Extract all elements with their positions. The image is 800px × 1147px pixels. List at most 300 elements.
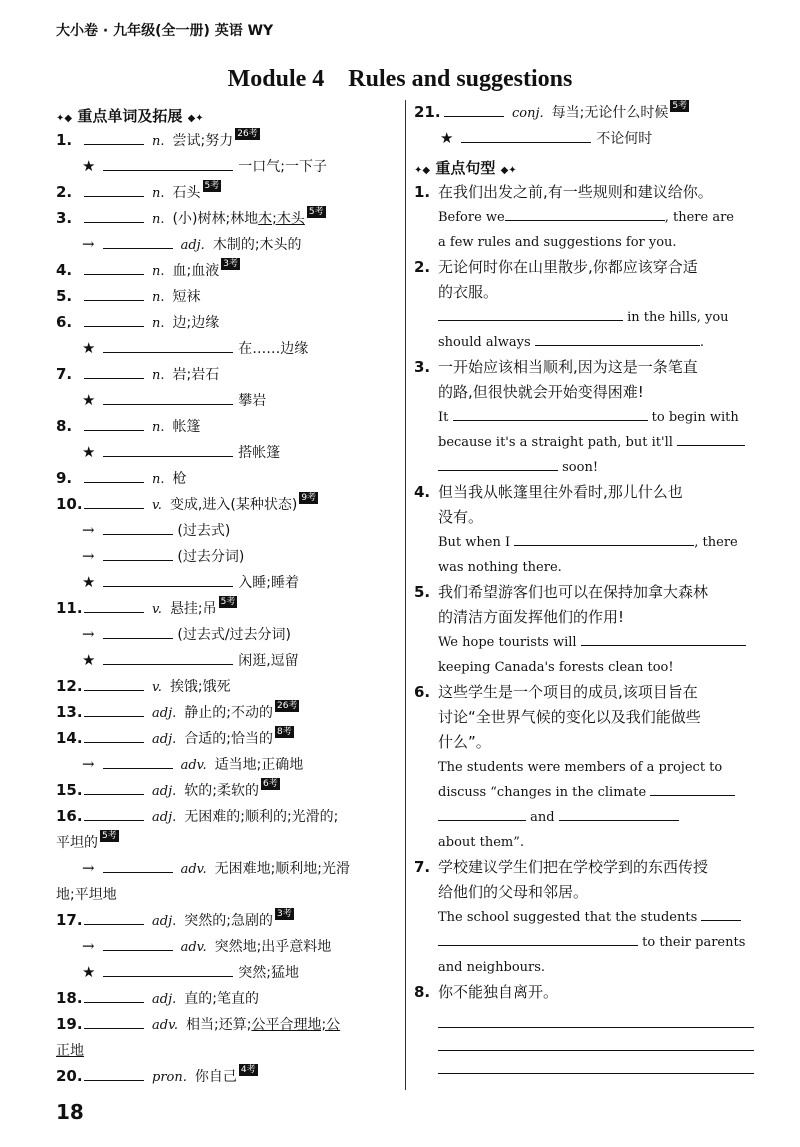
english-text: The school suggested that the students	[438, 910, 698, 925]
vocab-item	[56, 726, 401, 752]
chinese-meaning: 合适的;恰当的	[184, 731, 273, 747]
sentence-chinese-line	[414, 680, 754, 705]
answer-blank[interactable]	[84, 468, 144, 483]
part-of-speech: n.	[152, 212, 165, 227]
star-icon: ★	[82, 391, 96, 409]
english-text: to their parents	[642, 935, 746, 950]
exam-count-badge: 26考	[276, 701, 298, 711]
item-number: 12.	[56, 677, 83, 695]
part-of-speech: adj.	[152, 706, 177, 721]
star-icon: ★	[82, 963, 96, 981]
chinese-meaning: (小)树林;林地	[172, 211, 259, 227]
sentence-english-line	[414, 555, 754, 580]
answer-blank[interactable]	[84, 286, 144, 301]
chinese-meaning: 岩;岩石	[172, 367, 220, 383]
chinese-meaning: 石头	[172, 185, 201, 201]
answer-blank[interactable]	[103, 442, 233, 457]
vocab-subitem	[56, 960, 401, 986]
chinese-meaning: 入睡;睡着	[238, 575, 299, 591]
part-of-speech: n.	[152, 290, 165, 305]
sentence-section-title: ✦◆ 重点句型 ◆✦	[414, 159, 517, 177]
star-icon: ★	[82, 573, 96, 591]
vocab-subitem	[56, 752, 401, 778]
vocab-subitem	[56, 1038, 401, 1064]
chinese-meaning: 突然;猛地	[238, 965, 299, 981]
english-text: because it's a straight path, but it'll	[438, 435, 673, 450]
item-number: 16.	[56, 807, 83, 825]
vocab-item	[56, 258, 401, 284]
vocab-subitem	[56, 622, 401, 648]
answer-blank[interactable]	[84, 598, 144, 613]
arrow-icon: →	[82, 937, 95, 955]
chinese-meaning: 血;血液	[172, 263, 220, 279]
answer-line[interactable]	[438, 1028, 754, 1051]
part-of-speech: adv.	[180, 758, 207, 773]
vocab-item	[56, 466, 401, 492]
star-icon: ★	[440, 129, 454, 147]
sentence-chinese: 的路,但很快就会开始变得困难!	[438, 383, 644, 401]
sentence-english-line	[414, 805, 754, 830]
vocab-item	[414, 100, 754, 126]
item-number: 1.	[56, 131, 73, 149]
part-of-speech: adj.	[152, 732, 177, 747]
sentence-list	[414, 180, 754, 1074]
chinese-meaning: 无困难地;顺利地;光滑	[214, 861, 351, 877]
part-of-speech: n.	[152, 134, 165, 149]
exam-count-badge: 3考	[276, 909, 292, 919]
item-number: 19.	[56, 1015, 83, 1033]
vocab-section-title: ✦◆ 重点单词及拓展 ◆✦	[56, 107, 204, 125]
item-number: 1.	[414, 183, 431, 201]
sentence-english-line	[414, 405, 754, 430]
answer-blank[interactable]	[453, 406, 648, 421]
star-icon: ★	[82, 443, 96, 461]
answer-blank[interactable]	[559, 806, 679, 821]
sentence-english-line	[414, 530, 754, 555]
sentence-item	[414, 480, 754, 580]
answer-blank[interactable]	[505, 206, 665, 221]
answer-blank[interactable]	[84, 702, 144, 717]
chinese-meaning: 直的;笔直的	[184, 991, 259, 1007]
answer-blank[interactable]	[103, 936, 173, 951]
vocab-subitem	[56, 856, 401, 882]
chinese-meaning: (过去分词)	[177, 549, 245, 565]
chinese-meaning: 在……边缘	[238, 341, 309, 357]
item-number: 3.	[56, 209, 73, 227]
chinese-meaning: 相当;还算;	[186, 1017, 252, 1033]
english-text: to begin with	[651, 410, 739, 425]
exam-count-badge: 5考	[672, 101, 688, 111]
vocab-subitem	[56, 830, 401, 856]
vocab-subitem	[56, 154, 401, 180]
chinese-meaning: (过去式)	[177, 523, 231, 539]
item-number: 8.	[56, 417, 73, 435]
item-number: 2.	[414, 258, 431, 276]
chinese-meaning: 搭帐篷	[238, 445, 281, 461]
answer-blank[interactable]	[84, 780, 144, 795]
chinese-meaning: 尝试;努力	[172, 133, 234, 149]
arrow-icon: →	[82, 625, 95, 643]
sentence-chinese: 的衣服。	[438, 283, 499, 301]
english-text: discuss “changes in the climate	[438, 785, 647, 800]
right-column	[414, 100, 754, 1074]
answer-blank[interactable]	[461, 128, 591, 143]
chinese-meaning: 静止的;不动的	[184, 705, 273, 721]
page-number: 18	[56, 1100, 84, 1124]
vocab-subitem	[56, 648, 401, 674]
answer-blank[interactable]	[84, 364, 144, 379]
english-text: But when I	[438, 535, 511, 550]
item-number: 20.	[56, 1067, 83, 1085]
part-of-speech: adj.	[152, 784, 177, 799]
english-text: soon!	[562, 460, 599, 475]
vocab-subitem	[56, 934, 401, 960]
sentence-english-line	[414, 330, 754, 355]
sentence-english-line	[414, 955, 754, 980]
english-text: in the hills, you	[627, 310, 729, 325]
chinese-meaning: 不论何时	[596, 131, 653, 147]
vocab-subitem	[56, 882, 401, 908]
part-of-speech: adj.	[152, 914, 177, 929]
answer-blank[interactable]	[103, 624, 173, 639]
answer-blank[interactable]	[84, 182, 144, 197]
part-of-speech: adv.	[180, 940, 207, 955]
item-number: 7.	[56, 365, 73, 383]
answer-blank[interactable]	[84, 806, 144, 821]
item-number: 11.	[56, 599, 83, 617]
chinese-meaning: 边;边缘	[172, 315, 220, 331]
item-number: 6.	[56, 313, 73, 331]
answer-blank[interactable]	[103, 754, 173, 769]
sentence-chinese-line	[414, 730, 754, 755]
english-text: a few rules and suggestions for you.	[438, 235, 677, 250]
sentence-item	[414, 355, 754, 480]
english-text: We hope tourists will	[438, 635, 577, 650]
item-number: 4.	[414, 483, 431, 501]
sentence-english-line	[414, 780, 754, 805]
vocab-item	[56, 986, 401, 1012]
part-of-speech: adv.	[180, 862, 207, 877]
answer-blank[interactable]	[84, 1014, 144, 1029]
left-column	[56, 100, 401, 1090]
answer-line[interactable]	[438, 1005, 754, 1028]
star-icon: ★	[82, 651, 96, 669]
answer-blank[interactable]	[444, 102, 504, 117]
vocab-subitem	[56, 232, 401, 258]
answer-blank[interactable]	[103, 962, 233, 977]
sentence-english-line	[414, 930, 754, 955]
answer-blank[interactable]	[581, 631, 746, 646]
part-of-speech: v.	[152, 680, 162, 695]
chinese-meaning: 木制的;木头的	[212, 237, 302, 253]
sentence-chinese: 一开始应该相当顺利,因为这是一条笔直	[438, 358, 698, 376]
sentence-chinese-line	[414, 180, 754, 205]
sentence-chinese: 的清洁方面发挥他们的作用!	[438, 608, 625, 626]
chinese-meaning: 闲逛,逗留	[238, 653, 299, 669]
sentence-chinese: 但当我从帐篷里往外看时,那儿什么也	[438, 483, 683, 501]
part-of-speech: adv.	[152, 1018, 179, 1033]
chinese-meaning: 软的;柔软的	[184, 783, 259, 799]
star-icon: ★	[82, 339, 96, 357]
answer-blank[interactable]	[438, 931, 638, 946]
vocab-item	[56, 414, 401, 440]
answer-blank[interactable]	[103, 650, 233, 665]
english-text: about them”.	[438, 835, 525, 850]
sentence-chinese: 这些学生是一个项目的成员,该项目旨在	[438, 683, 698, 701]
answer-blank[interactable]	[677, 431, 745, 446]
answer-blank[interactable]	[535, 331, 700, 346]
sentence-chinese-line	[414, 480, 754, 505]
vocab-item	[56, 1064, 401, 1090]
column-divider	[405, 100, 406, 1090]
part-of-speech: n.	[152, 316, 165, 331]
english-text: keeping Canada's forests clean too!	[438, 660, 674, 675]
part-of-speech: n.	[152, 264, 165, 279]
english-text: Before we	[438, 210, 505, 225]
vocab-item	[56, 700, 401, 726]
sentence-chinese-line	[414, 580, 754, 605]
sentence-chinese: 没有。	[438, 508, 484, 526]
answer-line[interactable]	[438, 1051, 754, 1074]
vocab-item	[56, 596, 401, 622]
item-number: 5.	[414, 583, 431, 601]
exam-count-badge: 3考	[223, 259, 238, 269]
chinese-meaning: 变成,进入(某种状态)	[169, 497, 298, 513]
part-of-speech: n.	[152, 472, 165, 487]
item-number: 9.	[56, 469, 73, 487]
exam-count-badge: 26考	[237, 129, 258, 139]
answer-blank[interactable]	[84, 312, 144, 327]
sentence-item	[414, 855, 754, 980]
answer-blank[interactable]	[514, 531, 694, 546]
vocab-item	[56, 674, 401, 700]
chinese-meaning-continued: 地;平坦地	[56, 887, 117, 903]
vocab-list-continued	[414, 100, 754, 152]
chinese-meaning: 适当地;正确地	[214, 757, 304, 773]
answer-blank[interactable]	[701, 906, 741, 921]
item-number: 15.	[56, 781, 83, 799]
sentence-english-line	[414, 830, 754, 855]
chinese-meaning: 突然地;出乎意料地	[214, 939, 332, 955]
sentence-english-line	[414, 230, 754, 255]
star-icon: ★	[82, 157, 96, 175]
answer-blank[interactable]	[84, 130, 144, 145]
sentence-chinese-line	[414, 855, 754, 880]
part-of-speech: n.	[152, 420, 165, 435]
sentence-chinese: 什么”。	[438, 733, 491, 751]
vocab-item	[56, 1012, 401, 1038]
part-of-speech: pron.	[152, 1070, 187, 1085]
item-number: 4.	[56, 261, 73, 279]
vocab-item	[56, 778, 401, 804]
item-number: 10.	[56, 495, 83, 513]
part-of-speech: adj.	[152, 810, 177, 825]
vocab-subitem	[56, 440, 401, 466]
page-title: Module 4 Rules and suggestions	[227, 66, 573, 92]
part-of-speech: v.	[152, 602, 162, 617]
item-number: 5.	[56, 287, 73, 305]
chinese-meaning-continued: 正地	[56, 1043, 84, 1059]
item-number: 14.	[56, 729, 83, 747]
sentence-item	[414, 180, 754, 255]
sentence-item	[414, 680, 754, 855]
item-number: 6.	[414, 683, 431, 701]
sentence-chinese: 在我们出发之前,有一些规则和建议给你。	[438, 183, 713, 201]
sentence-chinese-line	[414, 605, 754, 630]
exam-count-badge: 9考	[301, 493, 317, 503]
sentence-item	[414, 255, 754, 355]
answer-blank[interactable]	[84, 988, 144, 1003]
answer-blank[interactable]	[438, 306, 623, 321]
item-number: 18.	[56, 989, 83, 1007]
english-text: .	[699, 335, 704, 350]
item-number: 7.	[414, 858, 431, 876]
answer-blank[interactable]	[84, 676, 144, 691]
english-text: and neighbours.	[438, 960, 546, 975]
arrow-icon: →	[82, 521, 95, 539]
arrow-icon: →	[82, 235, 95, 253]
part-of-speech: n.	[152, 186, 165, 201]
chinese-meaning: 枪	[172, 471, 187, 487]
answer-blank[interactable]	[84, 494, 144, 509]
exam-count-badge: 4考	[240, 1065, 256, 1075]
chinese-meaning-extra: 公平合理地;公	[251, 1017, 341, 1033]
sentence-chinese-line	[414, 380, 754, 405]
sentence-chinese-line	[414, 880, 754, 905]
chinese-meaning: 突然的;急剧的	[184, 913, 273, 929]
sentence-item	[414, 980, 754, 1074]
vocab-list	[56, 128, 401, 1090]
sentence-chinese-line	[414, 280, 754, 305]
vocab-subitem	[414, 126, 754, 152]
sentence-chinese: 学校建议学生们把在学校学到的东西传授	[438, 858, 709, 876]
chinese-meaning: 一口气;一下子	[238, 159, 327, 175]
part-of-speech: n.	[152, 368, 165, 383]
chinese-meaning: 每当;无论什么时候	[551, 105, 669, 121]
answer-blank[interactable]	[84, 728, 144, 743]
sentence-chinese-line	[414, 255, 754, 280]
chinese-meaning: (过去式/过去分词)	[177, 627, 291, 643]
vocab-item	[56, 908, 401, 934]
vocab-item	[56, 804, 401, 830]
answer-blank[interactable]	[438, 456, 558, 471]
part-of-speech: conj.	[512, 106, 544, 121]
english-text: , there are	[664, 210, 735, 225]
sentence-english-line	[414, 455, 754, 480]
english-text: was nothing there.	[438, 560, 562, 575]
chinese-meaning: 无困难的;顺利的;光滑的;	[184, 809, 339, 825]
exam-count-badge: 5考	[102, 831, 117, 841]
sentence-chinese-line	[414, 980, 754, 1005]
exam-count-badge: 5考	[308, 207, 324, 217]
item-number: 2.	[56, 183, 73, 201]
sentence-item	[414, 580, 754, 680]
sentence-chinese: 给他们的父母和邻居。	[438, 883, 589, 901]
sentence-english-line	[414, 205, 754, 230]
part-of-speech: adj.	[152, 992, 177, 1007]
sentence-chinese: 讨论“全世界气候的变化以及我们能做些	[438, 708, 701, 726]
answer-blank[interactable]	[84, 416, 144, 431]
vocab-item	[56, 492, 401, 518]
exam-count-badge: 5考	[220, 597, 236, 607]
answer-blank[interactable]	[103, 156, 233, 171]
answer-blank[interactable]	[103, 546, 173, 561]
chinese-meaning: 悬挂;吊	[169, 601, 217, 617]
sentence-chinese: 你不能独自离开。	[438, 983, 559, 1001]
answer-blank[interactable]	[84, 910, 144, 925]
part-of-speech: adj.	[180, 238, 205, 253]
sentence-english-line	[414, 305, 754, 330]
sentence-english-line	[414, 655, 754, 680]
vocab-subitem	[56, 388, 401, 414]
sentence-chinese-line	[414, 505, 754, 530]
vocab-subitem	[56, 570, 401, 596]
english-text: should always	[438, 335, 531, 350]
exam-count-badge: 5考	[204, 181, 220, 191]
sentence-english-line	[414, 430, 754, 455]
answer-blank[interactable]	[103, 858, 173, 873]
item-number: 3.	[414, 358, 431, 376]
vocab-item	[56, 206, 401, 232]
sentence-english-line	[414, 630, 754, 655]
english-text: The students were members of a project to	[438, 760, 723, 775]
chinese-meaning: 短袜	[172, 289, 201, 305]
sentence-chinese-line	[414, 705, 754, 730]
answer-blank[interactable]	[650, 781, 735, 796]
answer-blank[interactable]	[103, 572, 233, 587]
item-number: 13.	[56, 703, 83, 721]
vocab-item	[56, 310, 401, 336]
chinese-meaning: 攀岩	[238, 393, 267, 409]
item-number: 21.	[414, 103, 441, 121]
arrow-icon: →	[82, 859, 95, 877]
vocab-item	[56, 284, 401, 310]
sentence-chinese: 无论何时你在山里散步,你都应该穿合适	[438, 258, 698, 276]
vocab-subitem	[56, 518, 401, 544]
chinese-meaning-continued: 平坦的	[56, 835, 98, 851]
arrow-icon: →	[82, 547, 95, 565]
vocab-item	[56, 362, 401, 388]
answer-blank[interactable]	[84, 208, 144, 223]
exam-count-badge: 6考	[262, 779, 278, 789]
vocab-item	[56, 128, 401, 154]
part-of-speech: v.	[152, 498, 162, 513]
exam-count-badge: 8考	[276, 727, 292, 737]
english-text: It	[438, 410, 449, 425]
answer-blank[interactable]	[84, 1066, 144, 1081]
arrow-icon: →	[82, 755, 95, 773]
sentence-english-line	[414, 905, 754, 930]
vocab-subitem	[56, 544, 401, 570]
answer-blank[interactable]	[103, 520, 173, 535]
answer-blank[interactable]	[103, 338, 233, 353]
chinese-meaning: 帐篷	[172, 419, 201, 435]
answer-blank[interactable]	[438, 806, 526, 821]
english-text: and	[530, 810, 555, 825]
answer-blank[interactable]	[103, 390, 233, 405]
chinese-meaning-extra: 木;木头	[258, 211, 305, 227]
item-number: 17.	[56, 911, 83, 929]
chinese-meaning: 挨饿;饿死	[169, 679, 231, 695]
chinese-meaning: 你自己	[194, 1069, 237, 1085]
sentence-english-line	[414, 755, 754, 780]
vocab-subitem	[56, 336, 401, 362]
item-number: 8.	[414, 983, 431, 1001]
answer-blank[interactable]	[84, 260, 144, 275]
answer-blank[interactable]	[103, 234, 173, 249]
vocab-item	[56, 180, 401, 206]
book-header: 大小卷 · 九年级(全一册) 英语 WY	[56, 23, 274, 39]
